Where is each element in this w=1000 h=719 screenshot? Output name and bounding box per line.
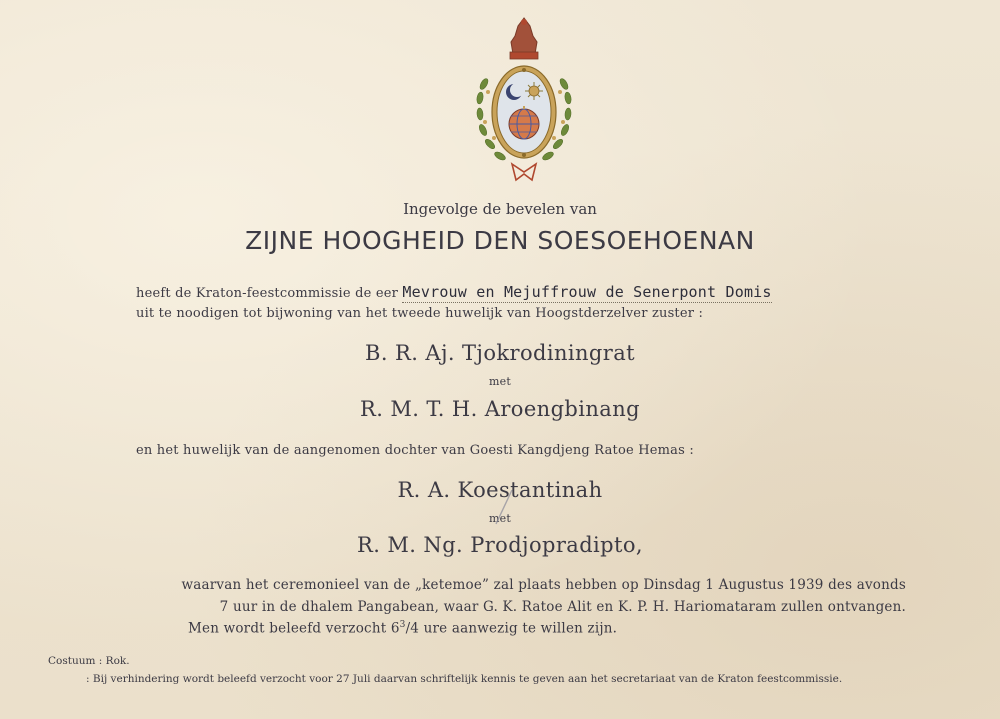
invitation-title: ZIJNE HOOGHEID DEN SOESOEHOENAN bbox=[245, 226, 755, 255]
couple2-bride: R. A. Koestantinah bbox=[397, 478, 603, 502]
arrival-suffix: ure aanwezig te willen zijn. bbox=[419, 620, 618, 637]
invite-line bbox=[136, 283, 772, 301]
arrival-fraction: /4 bbox=[405, 620, 420, 637]
ceremony-line-1: waarvan het ceremonieel van de „ketemoe” zal plaats hebben op Dinsdag 1 Augustus 1939 des avonds bbox=[181, 577, 906, 593]
couple1-groom: R. M. T. H. Aroengbinang bbox=[360, 397, 640, 421]
guest-name-field: Mevrouw en Mejuffrouw de Senerpont Domis bbox=[402, 283, 772, 301]
couple2-groom: R. M. Ng. Prodjopradipto, bbox=[357, 533, 643, 557]
second-marriage-line: en het huwelijk van de aangenomen dochter van Goesti Kangdjeng Ratoe Hemas : bbox=[136, 443, 694, 458]
royal-crest-icon bbox=[468, 14, 580, 186]
intro-line: Ingevolge de bevelen van bbox=[403, 200, 597, 218]
couple1-bride: B. R. Aj. Tjokrodiningrat bbox=[365, 341, 635, 365]
couple2-met: met bbox=[489, 512, 511, 525]
couple1-met: met bbox=[489, 375, 511, 388]
footnote: : Bij verhindering wordt beleefd verzocht voor 27 Juli daarvan schriftelijk kennis te geven aan het secretariaat van de Kraton feestcommissie. bbox=[86, 673, 843, 685]
arrival-prefix: Men wordt beleefd verzocht 6 bbox=[188, 620, 400, 637]
ceremony-line-2: 7 uur in de dhalem Pangabean, waar G. K. Ratoe Alit en K. P. H. Hariomataram zullen ontvangen. bbox=[219, 599, 906, 615]
arrival-line bbox=[188, 620, 617, 637]
invite-line-2: uit te noodigen tot bijwoning van het tweede huwelijk van Hoogstderzelver zuster : bbox=[136, 306, 704, 321]
arrival-sup: 3 bbox=[399, 620, 406, 630]
costume-note: Costuum : Rok. bbox=[48, 655, 130, 667]
pencil-mark bbox=[490, 488, 520, 528]
invite-prefix: heeft de Kraton-feestcommissie de eer bbox=[136, 286, 399, 301]
